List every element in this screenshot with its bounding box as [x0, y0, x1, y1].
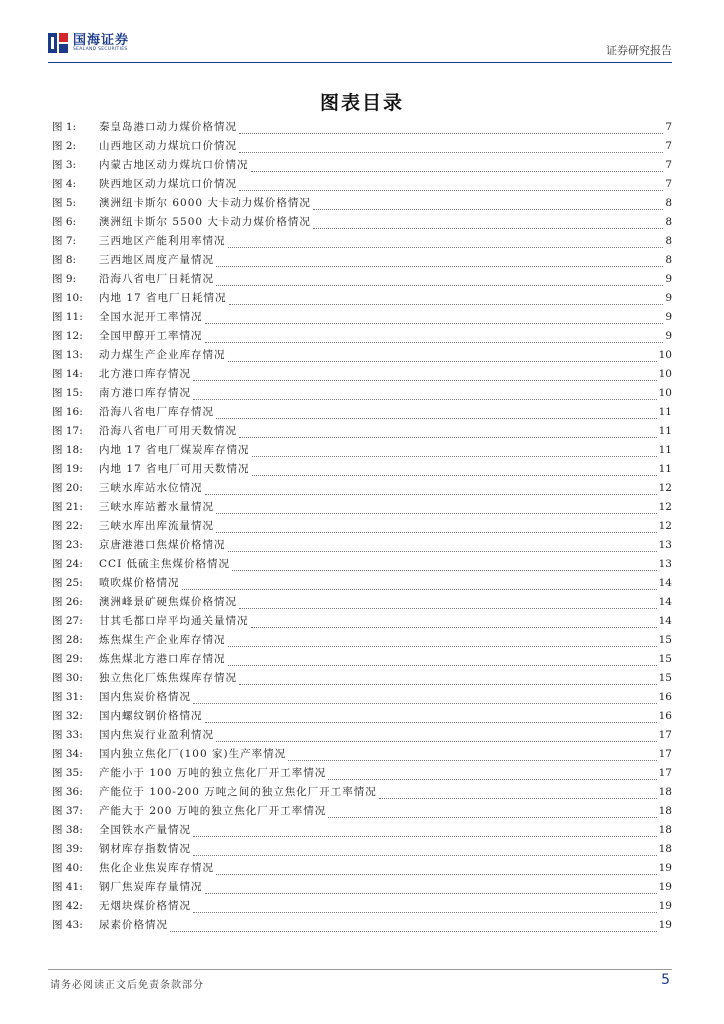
toc-figure-title[interactable]: CCI 低硫主焦煤价格情况	[99, 558, 231, 570]
toc-dot-leader	[216, 512, 657, 514]
toc-figure-number: 图 19:	[52, 463, 83, 475]
company-logo	[48, 32, 129, 54]
toc-figure-title[interactable]: 山西地区动力煤坑口价情况	[99, 140, 237, 152]
toc-page-number[interactable]: 12	[658, 501, 672, 513]
toc-entry[interactable]	[52, 517, 672, 536]
page-header	[48, 28, 674, 62]
toc-entry[interactable]	[52, 251, 672, 270]
toc-dot-leader	[252, 474, 657, 476]
toc-entry[interactable]	[52, 118, 672, 137]
toc-figure-number: 图 10:	[52, 292, 83, 304]
toc-page-number[interactable]: 8	[665, 197, 672, 209]
toc-page-number[interactable]: 18	[658, 843, 672, 855]
toc-entry[interactable]	[52, 688, 672, 707]
toc-dot-leader	[216, 417, 657, 419]
toc-dot-leader	[239, 607, 657, 609]
toc-figure-title[interactable]: 钢厂焦炭库存量情况	[99, 881, 203, 893]
toc-figure-title[interactable]: 无烟块煤价格情况	[99, 900, 191, 912]
toc-page-number[interactable]: 9	[665, 292, 672, 304]
toc-page-number[interactable]: 19	[658, 881, 672, 893]
toc-figure-title[interactable]: 三峡水库出库流量情况	[99, 520, 214, 532]
toc-page-number[interactable]: 7	[665, 121, 672, 133]
header-divider	[48, 62, 672, 63]
toc-dot-leader	[313, 227, 663, 229]
toc-entry[interactable]	[52, 669, 672, 688]
toc-entry[interactable]	[52, 783, 672, 802]
toc-figure-title[interactable]: 炼焦煤生产企业库存情况	[99, 634, 226, 646]
toc-dot-leader	[239, 132, 663, 134]
toc-entry[interactable]	[52, 156, 672, 175]
toc-dot-leader	[193, 835, 657, 837]
toc-entry[interactable]	[52, 498, 672, 517]
toc-figure-number: 图 25:	[52, 577, 83, 589]
toc-entry[interactable]	[52, 327, 672, 346]
report-type-label: 证券研究报告	[606, 44, 672, 57]
figure-table-of-contents	[52, 118, 672, 935]
toc-figure-title[interactable]: 陕西地区动力煤坑口价情况	[99, 178, 237, 190]
toc-figure-title[interactable]: 动力煤生产企业库存情况	[99, 349, 226, 361]
toc-entry[interactable]	[52, 346, 672, 365]
toc-figure-number: 图 9:	[52, 273, 77, 285]
toc-page-number[interactable]: 16	[658, 710, 672, 722]
toc-page-number[interactable]: 8	[665, 254, 672, 266]
toc-figure-title[interactable]: 国内焦炭行业盈利情况	[99, 729, 214, 741]
toc-page-number[interactable]: 7	[665, 178, 672, 190]
toc-page-number[interactable]: 9	[665, 273, 672, 285]
toc-dot-leader	[170, 930, 657, 932]
toc-dot-leader	[251, 626, 657, 628]
toc-page-number[interactable]: 14	[658, 596, 672, 608]
toc-page-number[interactable]: 8	[665, 235, 672, 247]
toc-page-number[interactable]: 19	[658, 900, 672, 912]
toc-figure-number: 图 41:	[52, 881, 83, 893]
toc-dot-leader	[229, 303, 664, 305]
toc-entry[interactable]	[52, 308, 672, 327]
disclaimer-text: 请务必阅读正文后免责条款部分	[50, 980, 204, 991]
toc-figure-title[interactable]: 沿海八省电厂库存情况	[99, 406, 214, 418]
toc-entry[interactable]	[52, 840, 672, 859]
toc-dot-leader	[216, 531, 657, 533]
toc-entry[interactable]	[52, 384, 672, 403]
toc-dot-leader	[228, 360, 657, 362]
toc-dot-leader	[182, 588, 657, 590]
toc-dot-leader	[193, 911, 657, 913]
toc-figure-number: 图 16:	[52, 406, 83, 418]
toc-dot-leader	[328, 778, 656, 780]
toc-figure-number: 图 2:	[52, 140, 77, 152]
toc-figure-number: 图 36:	[52, 786, 83, 798]
toc-page-number[interactable]: 19	[658, 919, 672, 931]
toc-dot-leader	[205, 322, 664, 324]
logo-subtitle: SEALAND SECURITIES	[73, 46, 128, 52]
toc-figure-title[interactable]: 澳洲纽卡斯尔 5500 大卡动力煤价格情况	[99, 216, 311, 228]
toc-figure-number: 图 24:	[52, 558, 83, 570]
toc-page-number[interactable]: 7	[665, 159, 672, 171]
toc-page-number[interactable]: 10	[658, 368, 672, 380]
toc-entry[interactable]	[52, 555, 672, 574]
toc-page-number[interactable]: 15	[658, 653, 672, 665]
toc-dot-leader	[205, 721, 657, 723]
toc-page-number[interactable]: 12	[658, 482, 672, 494]
toc-page-number[interactable]: 18	[658, 786, 672, 798]
toc-entry[interactable]	[52, 631, 672, 650]
toc-figure-title[interactable]: 产能小于 100 万吨的独立焦化厂开工率情况	[99, 767, 327, 779]
toc-figure-number: 图 34:	[52, 748, 83, 760]
toc-page-number[interactable]: 7	[665, 140, 672, 152]
toc-page-number[interactable]: 17	[658, 729, 672, 741]
toc-figure-title[interactable]: 产能位于 100-200 万吨之间的独立焦化厂开工率情况	[99, 786, 377, 798]
toc-dot-leader	[228, 664, 657, 666]
toc-entry[interactable]	[52, 536, 672, 555]
toc-entry[interactable]	[52, 821, 672, 840]
toc-figure-number: 图 7:	[52, 235, 77, 247]
toc-figure-title[interactable]: 全国水泥开工率情况	[99, 311, 203, 323]
toc-figure-title[interactable]: 沿海八省电厂日耗情况	[99, 273, 214, 285]
toc-page-number[interactable]: 19	[658, 862, 672, 874]
page-title: 图表目录	[319, 92, 404, 114]
toc-page-number[interactable]: 14	[658, 615, 672, 627]
toc-figure-title[interactable]: 喷吹煤价格情况	[99, 577, 180, 589]
toc-figure-title[interactable]: 内地 17 省电厂煤炭库存情况	[99, 444, 250, 456]
toc-entry[interactable]	[52, 232, 672, 251]
toc-figure-title[interactable]: 国内焦炭价格情况	[99, 691, 191, 703]
toc-figure-title[interactable]: 南方港口库存情况	[99, 387, 191, 399]
toc-figure-number: 图 32:	[52, 710, 83, 722]
toc-figure-title[interactable]: 尿素价格情况	[99, 919, 168, 931]
toc-figure-number: 图 39:	[52, 843, 83, 855]
toc-dot-leader	[193, 702, 657, 704]
toc-entry[interactable]	[52, 441, 672, 460]
toc-page-number[interactable]: 16	[658, 691, 672, 703]
toc-figure-title[interactable]: 钢材库存指数情况	[99, 843, 191, 855]
toc-dot-leader	[239, 189, 663, 191]
toc-entry[interactable]	[52, 460, 672, 479]
toc-page-number[interactable]: 13	[658, 558, 672, 570]
toc-figure-number: 图 17:	[52, 425, 83, 437]
toc-entry[interactable]	[52, 403, 672, 422]
toc-page-number[interactable]: 15	[658, 672, 672, 684]
toc-entry[interactable]	[52, 574, 672, 593]
toc-figure-title[interactable]: 全国甲醇开工率情况	[99, 330, 203, 342]
toc-dot-leader	[328, 816, 656, 818]
toc-figure-number: 图 33:	[52, 729, 83, 741]
toc-figure-number: 图 8:	[52, 254, 77, 266]
toc-figure-title[interactable]: 沿海八省电厂可用天数情况	[99, 425, 237, 437]
toc-figure-title[interactable]: 内地 17 省电厂可用天数情况	[99, 463, 250, 475]
toc-entry[interactable]	[52, 137, 672, 156]
toc-entry[interactable]	[52, 270, 672, 289]
toc-figure-number: 图 6:	[52, 216, 77, 228]
logo-name: 国海证券	[73, 32, 130, 48]
toc-entry[interactable]	[52, 726, 672, 745]
toc-dot-leader	[239, 436, 657, 438]
toc-page-number[interactable]: 18	[658, 824, 672, 836]
toc-figure-title[interactable]: 产能大于 200 万吨的独立焦化厂开工率情况	[99, 805, 327, 817]
toc-figure-title[interactable]: 三峡水库站蓄水量情况	[99, 501, 214, 513]
toc-figure-number: 图 4:	[52, 178, 77, 190]
toc-dot-leader	[216, 740, 657, 742]
toc-page-number[interactable]: 9	[665, 330, 672, 342]
toc-figure-title[interactable]: 澳洲纽卡斯尔 6000 大卡动力煤价格情况	[99, 197, 311, 209]
toc-dot-leader	[205, 493, 657, 495]
toc-dot-leader	[193, 854, 657, 856]
toc-figure-number: 图 11:	[52, 311, 83, 323]
toc-dot-leader	[251, 170, 664, 172]
toc-entry[interactable]	[52, 175, 672, 194]
toc-figure-number: 图 21:	[52, 501, 83, 513]
toc-figure-title[interactable]: 全国铁水产量情况	[99, 824, 191, 836]
toc-page-number[interactable]: 17	[658, 767, 672, 779]
toc-figure-title[interactable]: 内蒙古地区动力煤坑口价情况	[99, 159, 249, 171]
toc-figure-number: 图 3:	[52, 159, 77, 171]
toc-page-number[interactable]: 11	[658, 406, 672, 418]
toc-entry[interactable]	[52, 593, 672, 612]
toc-page-number[interactable]: 10	[658, 387, 672, 399]
toc-dot-leader	[205, 341, 664, 343]
toc-entry[interactable]	[52, 745, 672, 764]
toc-entry[interactable]	[52, 764, 672, 783]
toc-figure-title[interactable]: 三西地区产能利用率情况	[99, 235, 226, 247]
toc-dot-leader	[379, 797, 657, 799]
footer-divider	[48, 969, 672, 970]
toc-page-number[interactable]: 10	[658, 349, 672, 361]
toc-entry[interactable]	[52, 707, 672, 726]
toc-page-number[interactable]: 11	[658, 444, 672, 456]
toc-entry[interactable]	[52, 479, 672, 498]
toc-dot-leader	[239, 151, 663, 153]
toc-dot-leader	[239, 683, 657, 685]
toc-figure-number: 图 1:	[52, 121, 77, 133]
toc-figure-number: 图 15:	[52, 387, 83, 399]
toc-figure-number: 图 40:	[52, 862, 83, 874]
toc-figure-title[interactable]: 澳洲峰景矿硬焦煤价格情况	[99, 596, 237, 608]
toc-figure-number: 图 26:	[52, 596, 83, 608]
toc-dot-leader	[288, 759, 657, 761]
toc-figure-title[interactable]: 独立焦化厂炼焦煤库存情况	[99, 672, 237, 684]
toc-entry[interactable]	[52, 289, 672, 308]
toc-page-number[interactable]: 8	[665, 216, 672, 228]
toc-page-number[interactable]: 11	[658, 425, 672, 437]
toc-entry[interactable]	[52, 802, 672, 821]
toc-figure-title[interactable]: 炼焦煤北方港口库存情况	[99, 653, 226, 665]
toc-figure-number: 图 29:	[52, 653, 83, 665]
toc-figure-number: 图 37:	[52, 805, 83, 817]
toc-figure-number: 图 18:	[52, 444, 83, 456]
toc-dot-leader	[193, 379, 657, 381]
toc-page-number[interactable]: 13	[658, 539, 672, 551]
toc-dot-leader	[205, 892, 657, 894]
toc-figure-number: 图 14:	[52, 368, 83, 380]
toc-page-number[interactable]: 17	[658, 748, 672, 760]
toc-page-number[interactable]: 14	[658, 577, 672, 589]
toc-dot-leader	[232, 569, 657, 571]
toc-dot-leader	[228, 246, 664, 248]
toc-dot-leader	[193, 398, 657, 400]
toc-figure-number: 图 23:	[52, 539, 83, 551]
toc-entry[interactable]	[52, 213, 672, 232]
toc-figure-number: 图 22:	[52, 520, 83, 532]
toc-entry[interactable]	[52, 365, 672, 384]
toc-figure-number: 图 42:	[52, 900, 83, 912]
toc-dot-leader	[216, 873, 657, 875]
toc-figure-number: 图 12:	[52, 330, 83, 342]
toc-figure-number: 图 35:	[52, 767, 83, 779]
toc-entry[interactable]	[52, 650, 672, 669]
toc-figure-title[interactable]: 焦化企业焦炭库存情况	[99, 862, 214, 874]
toc-dot-leader	[216, 284, 663, 286]
page-number: 5	[661, 972, 670, 988]
toc-figure-title[interactable]: 京唐港港口焦煤价格情况	[99, 539, 226, 551]
toc-figure-title[interactable]: 三峡水库站水位情况	[99, 482, 203, 494]
toc-dot-leader	[216, 265, 663, 267]
toc-entry[interactable]	[52, 194, 672, 213]
toc-figure-number: 图 5:	[52, 197, 77, 209]
sealand-logo-icon	[48, 33, 68, 53]
toc-page-number[interactable]: 18	[658, 805, 672, 817]
toc-figure-number: 图 27:	[52, 615, 83, 627]
toc-figure-title[interactable]: 国内螺纹钢价格情况	[99, 710, 203, 722]
toc-figure-number: 图 38:	[52, 824, 83, 836]
toc-figure-number: 图 20:	[52, 482, 83, 494]
toc-page-number[interactable]: 15	[658, 634, 672, 646]
toc-dot-leader	[313, 208, 663, 210]
toc-figure-title[interactable]: 内地 17 省电厂日耗情况	[99, 292, 227, 304]
toc-entry[interactable]	[52, 612, 672, 631]
toc-dot-leader	[228, 645, 657, 647]
toc-figure-number: 图 30:	[52, 672, 83, 684]
toc-dot-leader	[252, 455, 657, 457]
toc-figure-number: 图 31:	[52, 691, 83, 703]
toc-page-number[interactable]: 9	[665, 311, 672, 323]
toc-entry[interactable]	[52, 897, 672, 916]
toc-entry[interactable]	[52, 859, 672, 878]
toc-entry[interactable]	[52, 422, 672, 441]
toc-figure-title[interactable]: 甘其毛都口岸平均通关量情况	[99, 615, 249, 627]
toc-figure-title[interactable]: 秦皇岛港口动力煤价格情况	[99, 121, 237, 133]
toc-figure-number: 图 28:	[52, 634, 83, 646]
toc-entry[interactable]	[52, 878, 672, 897]
toc-entry[interactable]	[52, 916, 672, 935]
toc-figure-title[interactable]: 国内独立焦化厂(100 家)生产率情况	[99, 748, 287, 760]
toc-figure-title[interactable]: 三西地区周度产量情况	[99, 254, 214, 266]
toc-page-number[interactable]: 12	[658, 520, 672, 532]
toc-dot-leader	[228, 550, 657, 552]
toc-figure-title[interactable]: 北方港口库存情况	[99, 368, 191, 380]
toc-figure-number: 图 43:	[52, 919, 83, 931]
toc-figure-number: 图 13:	[52, 349, 83, 361]
toc-page-number[interactable]: 11	[658, 463, 672, 475]
